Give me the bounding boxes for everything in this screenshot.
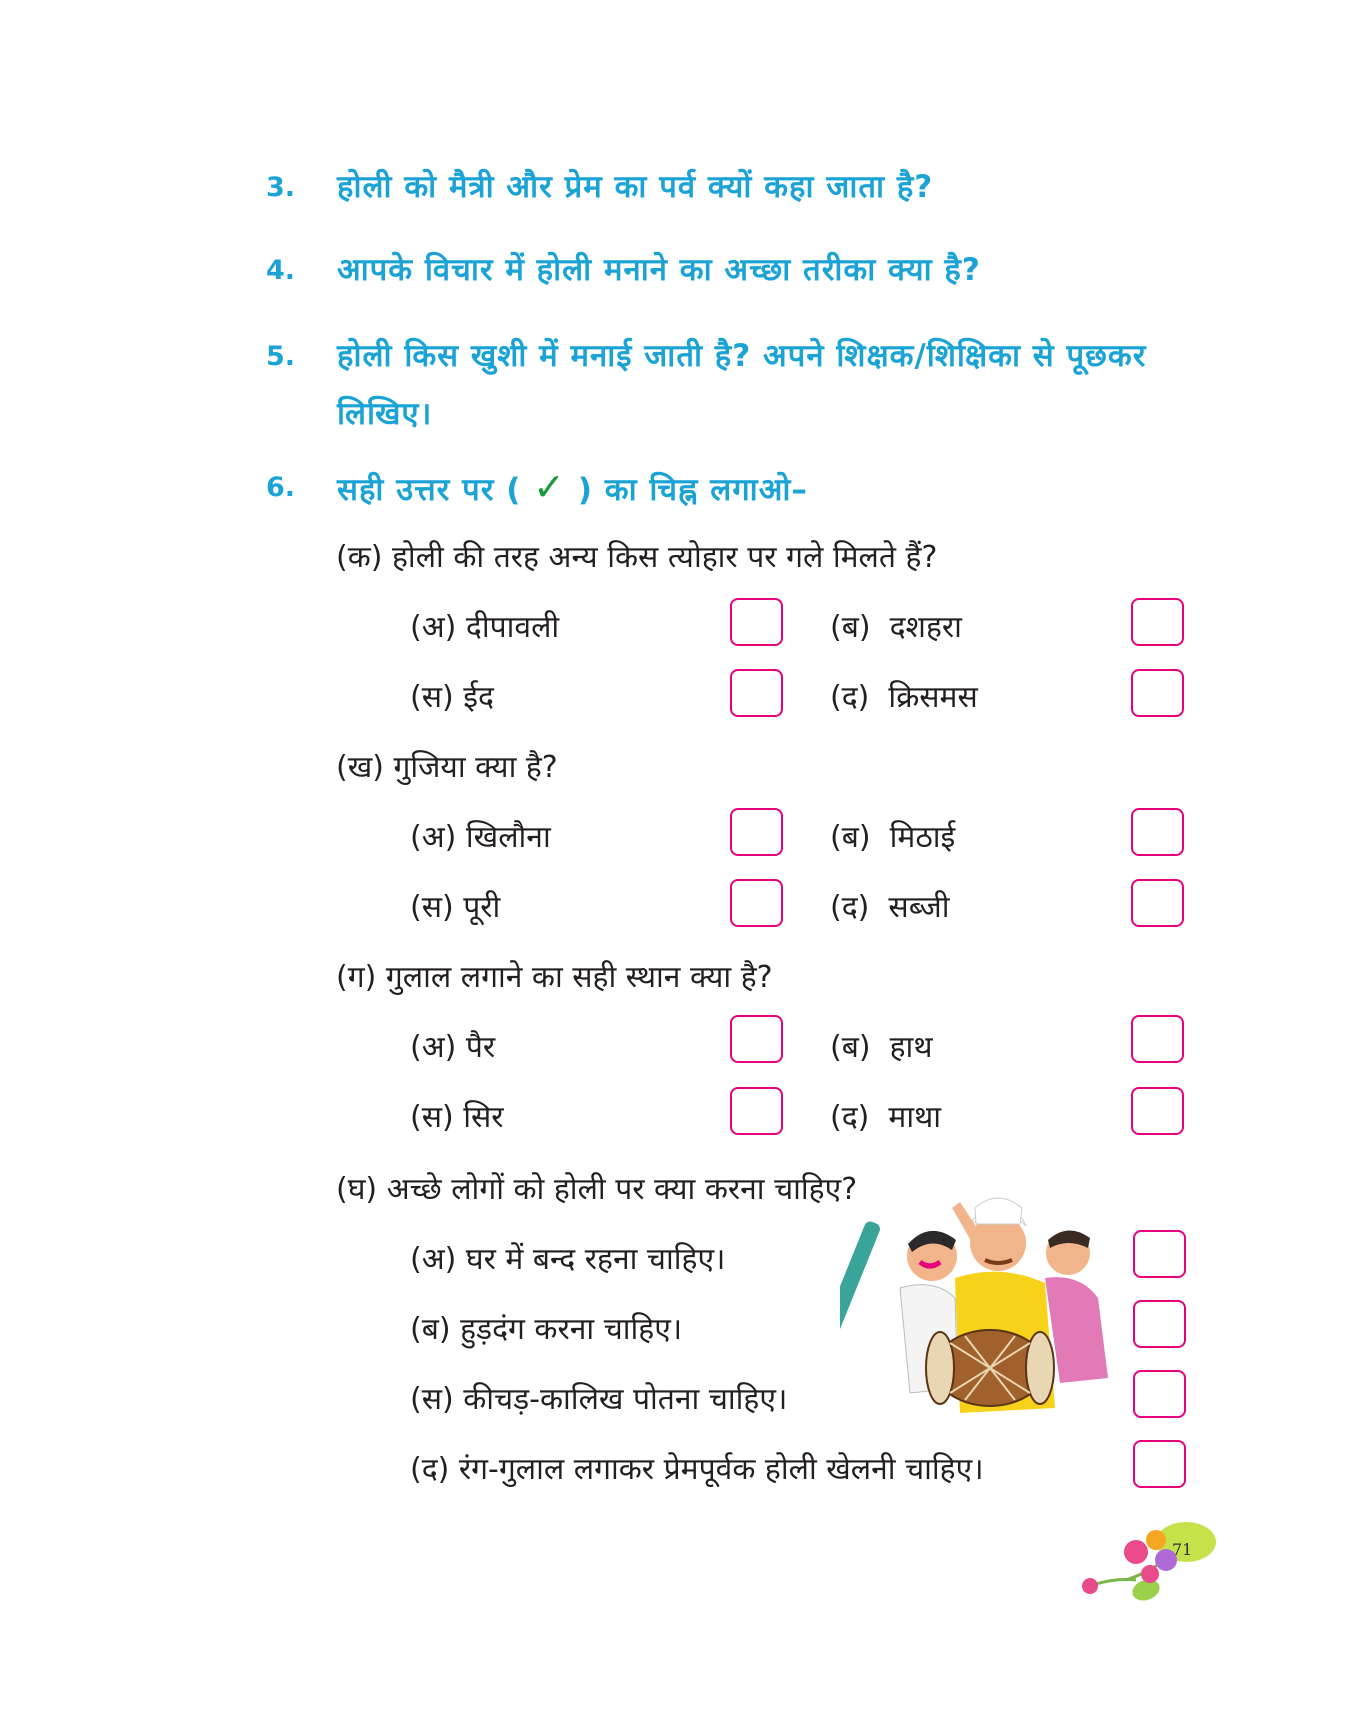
option-label: (ब) <box>830 1030 871 1065</box>
option-label: (ब) <box>410 1312 451 1347</box>
checkbox[interactable] <box>1133 1300 1186 1348</box>
checkbox[interactable] <box>1131 808 1184 856</box>
option-text: पूरी <box>463 890 501 925</box>
page-number: 71 <box>1172 1540 1193 1559</box>
checkbox[interactable] <box>1133 1230 1186 1278</box>
option-text: सिर <box>463 1100 504 1135</box>
checkbox[interactable] <box>1133 1370 1186 1418</box>
option-label: (स) <box>410 890 454 925</box>
option-text: खिलौना <box>465 820 551 855</box>
mcq-question-text: गुजिया क्या है? <box>393 750 558 785</box>
holi-celebration-illustration <box>840 1178 1140 1438</box>
option <box>830 815 955 856</box>
option-label: (अ) <box>410 820 457 855</box>
option-text: कीचड़-कालिख पोतना चाहिए। <box>463 1382 788 1417</box>
mcq-kha-question <box>336 745 558 786</box>
option <box>830 605 962 646</box>
checkbox[interactable] <box>1131 879 1184 927</box>
mcq-label: (क) <box>336 540 383 575</box>
option-text: दीपावली <box>465 610 560 645</box>
option-label: (स) <box>410 1100 454 1135</box>
option-label: (द) <box>830 680 870 715</box>
mcq-label: (ख) <box>336 750 384 785</box>
option <box>410 675 494 716</box>
option-text: क्रिसमस <box>888 680 978 715</box>
option <box>830 885 950 926</box>
flower-decoration-icon <box>1076 1520 1216 1610</box>
mcq-label: (घ) <box>336 1172 378 1207</box>
question-4-number: 4. <box>266 255 296 286</box>
option-label: (द) <box>830 890 870 925</box>
checkbox[interactable] <box>730 808 783 856</box>
option <box>830 1095 941 1136</box>
option-text: माथा <box>888 1100 942 1135</box>
mcq-ga-question <box>336 955 773 996</box>
question-3-number: 3. <box>266 172 296 203</box>
option <box>410 605 559 646</box>
checkbox[interactable] <box>730 598 783 646</box>
option <box>410 815 551 856</box>
mcq-question-text: होली की तरह अन्य किस त्योहार पर गले मिलते हैं? <box>392 540 938 575</box>
checkbox[interactable] <box>730 1015 783 1063</box>
checkbox[interactable] <box>1133 1440 1186 1488</box>
option-text: हाथ <box>889 1030 933 1065</box>
mcq-question-text: अच्छे लोगों को होली पर क्या करना चाहिए? <box>386 1172 858 1207</box>
question-3-text: होली को मैत्री और प्रेम का पर्व क्यों कहा जाता है? <box>337 169 934 205</box>
option <box>410 1307 682 1348</box>
checkbox[interactable] <box>1131 598 1184 646</box>
option-label: (द) <box>830 1100 870 1135</box>
option <box>410 885 500 926</box>
option-label: (द) <box>410 1452 450 1487</box>
option-text: हुड़दंग करना चाहिए। <box>460 1312 683 1347</box>
option-label: (अ) <box>410 1242 457 1277</box>
option-text: रंग-गुलाल लगाकर प्रेमपूर्वक होली खेलनी चाहिए। <box>458 1452 984 1487</box>
question-6-text-before: सही उत्तर पर ( <box>337 472 522 508</box>
mcq-label: (ग) <box>336 960 377 995</box>
option <box>410 1025 495 1066</box>
checkmark-icon: ✓ <box>533 465 567 509</box>
option-text: ईद <box>463 680 494 715</box>
mcq-ka-question <box>336 535 937 576</box>
option-label: (स) <box>410 680 454 715</box>
checkbox[interactable] <box>1131 1015 1184 1063</box>
option <box>410 1447 984 1488</box>
option <box>410 1237 725 1278</box>
option-text: पैर <box>465 1030 496 1065</box>
question-4-text: आपके विचार में होली मनाने का अच्छा तरीका क्या है? <box>337 252 981 288</box>
checkbox[interactable] <box>730 879 783 927</box>
option-text: मिठाई <box>889 820 956 855</box>
checkbox[interactable] <box>730 669 783 717</box>
mcq-question-text: गुलाल लगाने का सही स्थान क्या है? <box>385 960 773 995</box>
question-6-text <box>337 458 1197 519</box>
question-6-number: 6. <box>266 472 296 503</box>
mcq-gha-question <box>336 1167 857 1208</box>
option-label: (अ) <box>410 1030 457 1065</box>
question-5-text: होली किस खुशी में मनाई जाती है? अपने शिक्षक/शिक्षिका से पूछकर लिखिए। <box>337 338 1147 432</box>
option <box>830 1025 933 1066</box>
option-text: सब्जी <box>888 890 950 925</box>
option-label: (स) <box>410 1382 454 1417</box>
checkbox[interactable] <box>730 1087 783 1135</box>
option <box>830 675 978 716</box>
checkbox[interactable] <box>1131 1087 1184 1135</box>
question-5-number: 5. <box>266 341 296 372</box>
option-label: (अ) <box>410 610 457 645</box>
option-label: (ब) <box>830 820 871 855</box>
option-text: घर में बन्द रहना चाहिए। <box>465 1242 726 1277</box>
option <box>410 1095 504 1136</box>
question-6-text-after: ) का चिह्न लगाओ– <box>577 472 808 508</box>
option <box>410 1377 787 1418</box>
option-text: दशहरा <box>889 610 962 645</box>
checkbox[interactable] <box>1131 669 1184 717</box>
option-label: (ब) <box>830 610 871 645</box>
